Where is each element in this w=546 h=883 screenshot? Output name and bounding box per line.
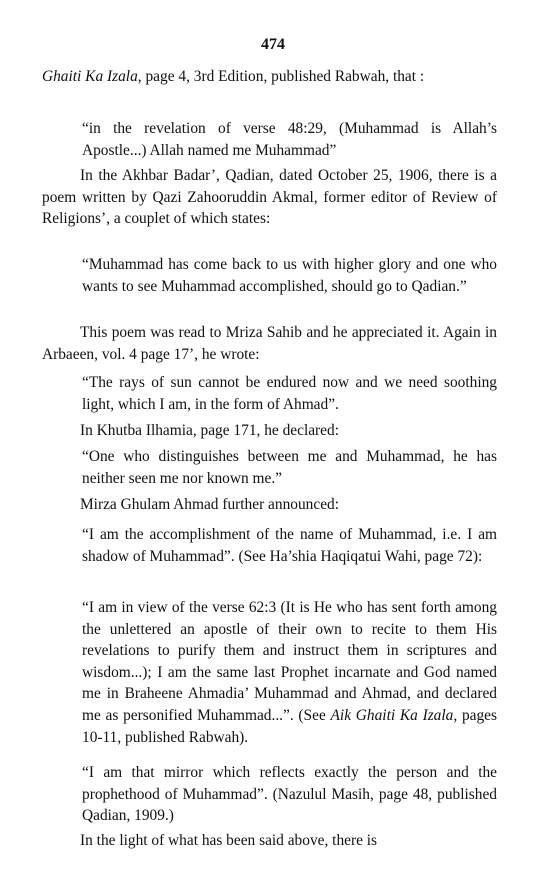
quote-muhammad-come-back: “Muhammad has come back to us with higher glory and one who wants to see Muhammad accomplished, should go to Qadian.” <box>82 256 497 295</box>
paragraph-khutba-ilhamia: In Khutba Ilhamia, page 171, he declared: <box>80 422 339 439</box>
paragraph-ghaiti-intro-text: page 4, 3rd Edition, published Rabwah, that : <box>141 68 425 85</box>
paragraph-in-the-light: In the light of what has been said above, there is <box>80 832 378 849</box>
book-title-aik-ghaiti: Aik Ghaiti Ka Izala, <box>330 706 458 724</box>
quote-verse-48-29: “in the revelation of verse 48:29, (Muhammad is Allah’s Apostle...) Allah named me Muhammad” <box>82 120 497 159</box>
paragraph-further-announced: Mirza Ghulam Ahmad further announced: <box>80 496 339 513</box>
paragraph-poem-read: This poem was read to Mriza Sahib and he appreciated it. Again in Arbaeen, vol. 4 page 17’, he wrote: <box>42 324 497 363</box>
quote-one-who-distinguishes: “One who distinguishes between me and Muhammad, he has neither seen me nor known me.” <box>82 448 497 487</box>
book-title-ghaiti: Ghaiti Ka Izala, <box>42 68 142 85</box>
quote-verse-62-3-text: “I am in view of the verse 62:3 (It is He who has sent forth among the unlettered an apostle of their own to recite to them His revelations to purify them and instruct them in scriptures and wisdom...); I am the same last Prophet incarnate and God named me in Braheene Ahmadia’ Muhammad and Ahmad, and declared me as personified Muhammad...”. (See <box>82 599 497 724</box>
quote-mirror: “I am that mirror which reflects exactly the person and the prophethood of Muhammad”. (Nazulul Masih, page 48, published Qadian, 1909.) <box>82 764 497 825</box>
paragraph-akhbar-badar: In the Akhbar Badar’, Qadian, dated October 25, 1906, there is a poem written by Qazi Zahooruddin Akmal, former editor of Review of Religions’, a couplet of which states: <box>42 167 497 228</box>
quote-accomplishment-of-name: “I am the accomplishment of the name of Muhammad, i.e. I am shadow of Muhammad”. (See Ha’shia Haqiqatui Wahi, page 72): <box>82 526 497 565</box>
quote-rays-of-sun: “The rays of sun cannot be endured now and we need soothing light, which I am, in the form of Ahmad”. <box>82 374 497 413</box>
quote-verse-62-3 <box>82 597 497 748</box>
page-number: 474 <box>261 36 285 53</box>
paragraph-ghaiti-intro <box>42 66 497 88</box>
quote-verse-62-3-source: pages 10-11, published Rabwah). <box>82 706 497 746</box>
